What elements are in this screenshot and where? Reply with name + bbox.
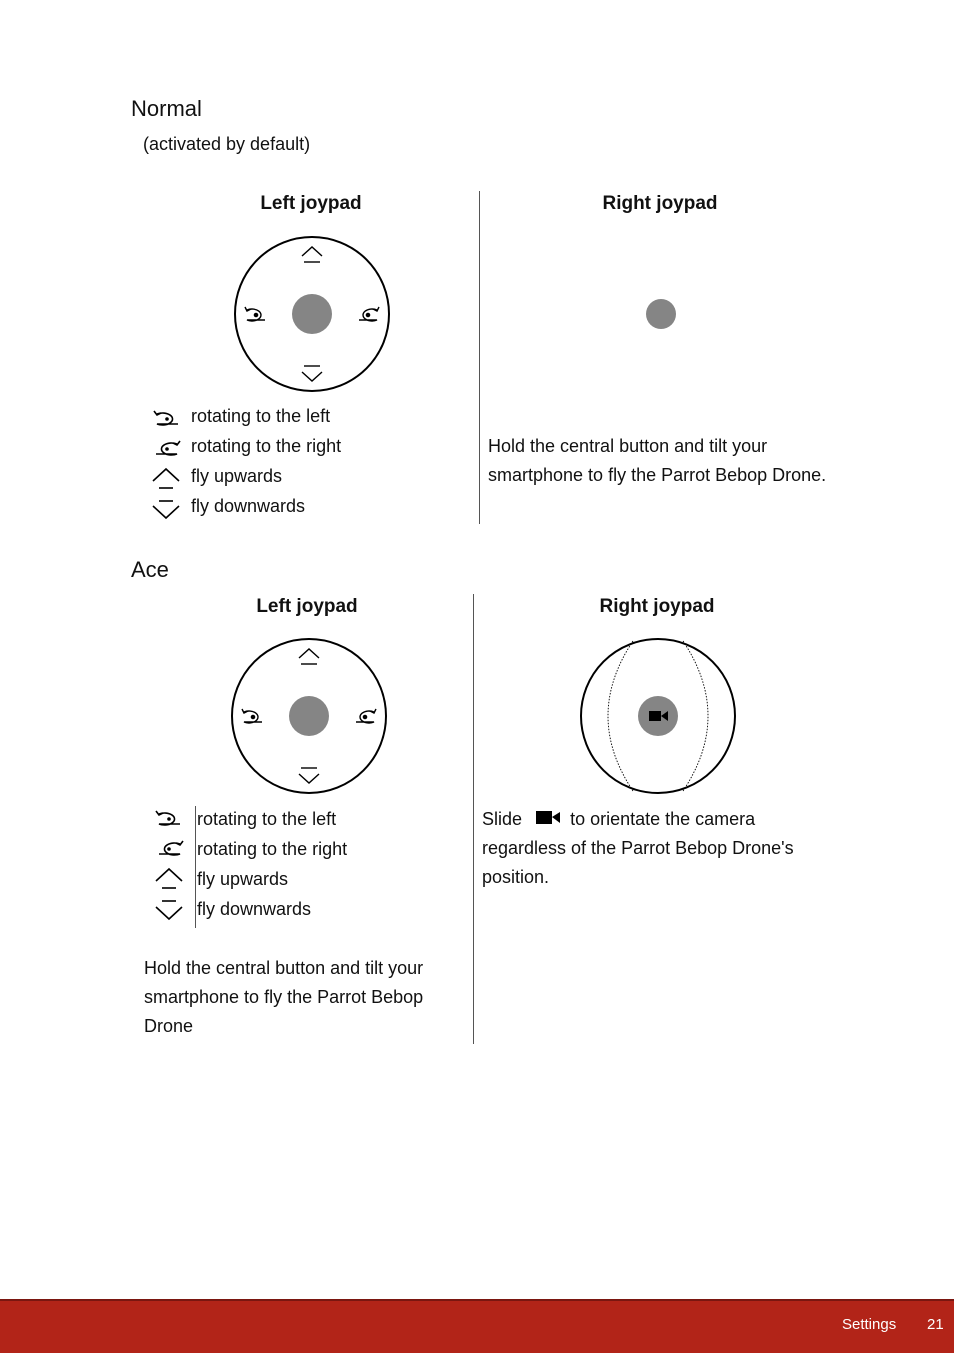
rotate-right-icon xyxy=(150,432,184,462)
section-subtitle-normal: (activated by default) xyxy=(143,134,311,154)
arrow-up-icon xyxy=(299,649,319,664)
ace-right-text-before: Slide xyxy=(482,809,523,829)
arrow-down-icon xyxy=(302,366,322,381)
rotate-left-icon xyxy=(245,307,265,321)
central-button xyxy=(292,294,332,334)
arrow-down-icon xyxy=(150,492,184,522)
video-camera-icon xyxy=(535,810,561,826)
column-divider xyxy=(473,594,474,1044)
normal-right-description: Hold the central button and tilt your smartphone to fly the Parrot Bebop Drone. xyxy=(488,436,827,485)
normal-left-joypad-title: Left joypad xyxy=(260,193,362,214)
arrow-down-icon xyxy=(153,895,187,925)
section-title-ace: Ace xyxy=(131,557,169,582)
rotate-left-icon xyxy=(150,402,184,432)
arrow-down-icon xyxy=(299,768,319,783)
ace-left-joypad-title: Left joypad xyxy=(256,596,358,617)
normal-left-joypad-diagram xyxy=(232,234,392,394)
section-title-normal: Normal xyxy=(131,96,202,121)
footer-section-label: Settings xyxy=(842,1316,897,1333)
arrow-up-icon xyxy=(302,247,322,262)
central-button xyxy=(289,696,329,736)
ace-right-text-after: to orientate the camera regardless of the Parrot Bebop Drone's position. xyxy=(482,809,794,887)
normal-right-joypad-title: Right joypad xyxy=(602,193,718,214)
ace-left-description: Hold the central button and tilt your smartphone to fly the Parrot Bebop Drone xyxy=(144,958,424,1036)
column-divider xyxy=(479,191,480,524)
rotate-left-icon xyxy=(242,709,262,723)
normal-right-joypad-button xyxy=(644,297,678,331)
rotate-right-icon xyxy=(153,835,187,865)
legend-divider xyxy=(195,806,196,928)
arrow-up-icon xyxy=(150,462,184,492)
page-number: 21 xyxy=(927,1316,944,1333)
ace-right-joypad-title: Right joypad xyxy=(599,596,715,617)
arrow-up-icon xyxy=(153,865,187,895)
page-footer xyxy=(0,1299,954,1353)
rotate-left-icon xyxy=(153,805,187,835)
ace-right-joypad-diagram xyxy=(578,636,738,796)
ace-right-description xyxy=(482,805,832,892)
rotate-right-icon xyxy=(356,709,376,723)
rotate-right-icon xyxy=(359,307,379,321)
ace-left-joypad-diagram xyxy=(229,636,389,796)
